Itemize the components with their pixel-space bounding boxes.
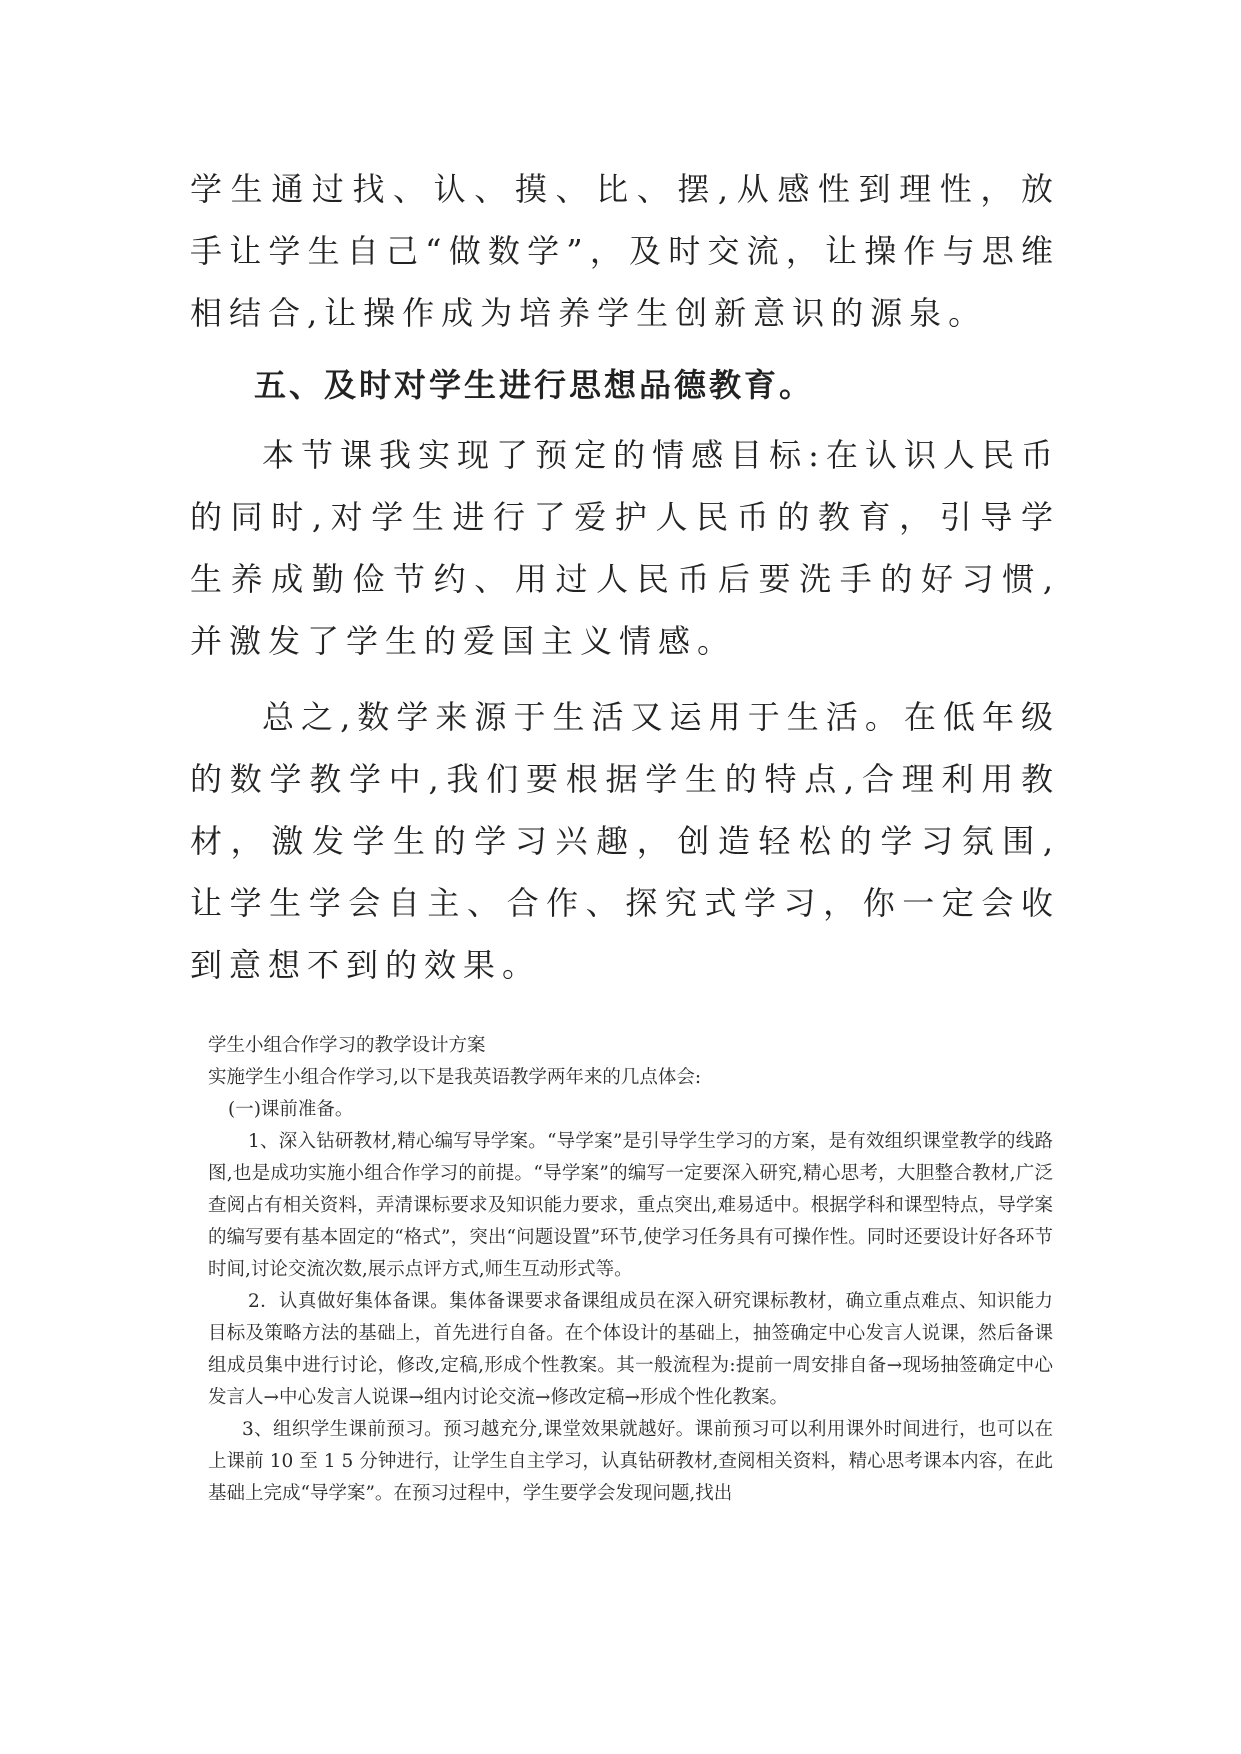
list-item-collective-lesson-prep: 2．认真做好集体备课。集体备课要求备课组成员在深入研究课标教材，确立重点难点、知识能力目标及策略方法的基础上，首先进行自备。在个体设计的基础上，抽签确定中心发言人说课，然后备课组成员集中进行讨论，修改,定稿,形成个性教案。其一般流程为:提前一周安排自备→现场抽签确定中心发言人→中心发言人说课→组内讨论交流→修改定稿→形成个性化教案。 <box>208 1291 1053 1408</box>
teaching-design-section <box>208 1030 1053 1510</box>
essay-conclusion-section <box>190 158 1060 996</box>
paragraph-operation-thinking: 学生通过找、认、摸、比、摆,从感性到理性，放手让学生自己“做数学”，及时交流，让操作与思维相结合,让操作成为培养学生创新意识的源泉。 <box>190 170 1060 332</box>
paragraph-summary: 总之,数学来源于生活又运用于生活。在低年级的数学教学中,我们要根据学生的特点,合理利用教材，激发学生的学习兴趣，创造轻松的学习氛围,让学生学会自主、合作、探究式学习，你一定会收到意想不到的效果。 <box>190 698 1060 984</box>
list-item-study-materials: 1、深入钻研教材,精心编写导学案。“导学案”是引导学生学习的方案，是有效组织课堂教学的线路图,也是成功实施小组合作学习的前提。“导学案”的编写一定要深入研究,精心思考，大胆整合教材,广泛查阅占有相关资料，弄清课标要求及知识能力要求，重点突出,难易适中。根据学科和课型特点，导学案的编写要有基本固定的“格式”，突出“问题设置”环节,使学习任务具有可操作性。同时还要设计好各环节时间,讨论交流次数,展示点评方式,师生互动形式等。 <box>208 1131 1053 1280</box>
section-heading-moral-education: 五、及时对学生进行思想品德教育。 <box>254 366 815 404</box>
paragraph-emotional-goal: 本节课我实现了预定的情感目标:在认识人民币的同时,对学生进行了爱护人民币的教育，引导学生养成勤俭节约、用过人民币后要洗手的好习惯,并激发了学生的爱国主义情感。 <box>190 436 1060 660</box>
subsection-heading-preparation: (一)课前准备。 <box>228 1099 354 1120</box>
intro-line: 实施学生小组合作学习,以下是我英语教学两年来的几点体会: <box>208 1067 702 1088</box>
list-item-pre-class-preview: 3、组织学生课前预习。预习越充分,课堂效果就越好。课前预习可以利用课外时间进行，也可以在上课前 10 至 1 5 分钟进行，让学生自主学习，认真钻研教材,查阅相关资料，精心思考课本内容，在此基础上完成“导学案”。在预习过程中，学生要学会发现问题,找出 <box>208 1419 1053 1504</box>
document-title: 学生小组合作学习的教学设计方案 <box>208 1035 486 1056</box>
